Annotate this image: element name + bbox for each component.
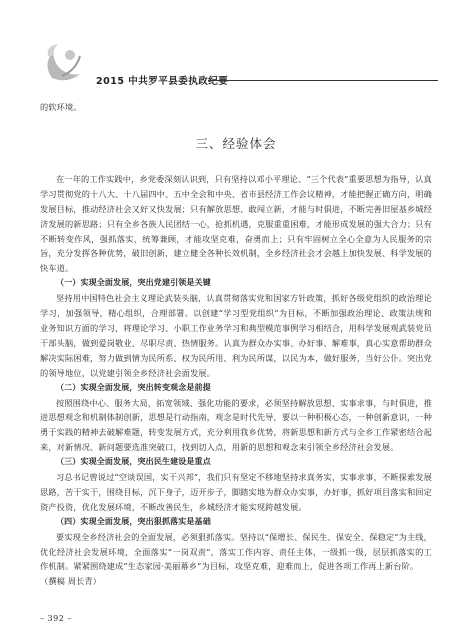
paragraph-implementation: 要实现全乡经济社会的全面发展，必须狠抓落实。坚持以“保增长、保民生、保安全、保稳定”为主线，优化经济社会发展环境，全面落实“一岗双责”，落实工作内容、责任主体，一级抓一级，层层抓落实的工作机制。紧紧围绕建成“生态家园·美丽幕乡”为目标，攻坚克难，迎难而上，促进各项工作再上新台阶。 bbox=[40, 531, 432, 572]
author-credit: （撰稿 周长青） bbox=[40, 576, 102, 587]
paragraph-summary: 在一年的工作实践中，乡党委深刻认识到，只有坚持以邓小平理论、“三个代表”重要思想为指导，认真学习贯彻党的十八大、十八届四中、五中全会和中央、省市县经济工作会议精神，才能把握正确方向，明确发展目标，推动经济社会又好又快发展；只有解放思想、敢闯立新，才能与时俱进，不断完善旧屋基乡城经济发展的新思路；只有全乡各族人民团结一心，抢抓机遇，克服重重困难，才能形成发展的强大合力；只有不断转变作风，强抓落实，统筹兼顾，才能攻坚克难，奋勇而上；只有牢固树立全心全意为人民服务的宗旨，充分发挥各种优势，破旧创新，建立健全各种长效机制，全乡经济社会才会越上加快发展、科学发展的快车道。 bbox=[40, 173, 432, 274]
page-header bbox=[0, 0, 471, 95]
party-emblem-icon bbox=[40, 42, 84, 82]
paragraph-mindset: 按照围绕中心、服务大局，拓宽领域、强化功能的要求，必须坚持解放思想、实事求事，与时俱进，推进思想观念和机制体制创新，思想是行动指南，观念是时代先导，要以一种积极心态，一种创新意识，一种勇于实践的精神去破解难题，转变发展方式，充分利用我乡优势，将新思想和新方式与全乡工作紧密结合起来，对新情况、新问题要选准突破口，找到切入点，用新的思想和观念来引领全乡经济社会发展。 bbox=[40, 397, 432, 453]
subheading-livelihood: （三）实现全面发展，突出民生建设是重点 bbox=[56, 457, 211, 467]
paragraph-livelihood: 习总书记曾说过“空谈误国，实干兴邦”，我们只有坚定不移地坚持求真务实，实事求事，不断探索发展思路，苦干实干，围绕目标，沉下身子，迈开步子，脚踏实地为群众办实事，办好事，抓好项目落实和回定资产投资，优化发展环境，不断改善民生，乡城经济才能实现跨越发展。 bbox=[40, 472, 432, 512]
section-title: 三、经验体会 bbox=[195, 135, 277, 151]
page-number: – 392 – bbox=[40, 614, 72, 623]
subheading-implementation: （四）实现全面发展，突出狠抓落实是基础 bbox=[56, 516, 211, 526]
paragraph-party-building: 坚持用中国特色社会主义理论武装头脑，认真贯彻落实党和国家方针政策，抓好各级党组织的政治理论学习，加强领导，精心组织，合理部署。以创建“学习型党组织”为目标，不断加强政治理论、政策法规和业务知识方面的学习，将理论学习、小职工作业务学习和典型模范事例学习相结合，用科学发展观武装党员干部头脑，做到爱岗敬业、尽职尽责、热情服务。认真为群众办实事、办好事、解难事，真心实意帮助群众解决实际困难，努力做到情为民所系、权为民所用、利为民所谋，以民为本，做好服务，当好公仆。突出党的领导地位，以党建引领全乡经济社会面发展。 bbox=[40, 293, 432, 378]
document-body bbox=[40, 100, 432, 589]
header-title: 2015 中共罗平县委执政纪要 bbox=[96, 76, 229, 87]
subheading-mindset: （二）实现全面发展，突出转变观念是前提 bbox=[56, 382, 211, 392]
subheading-party-building: （一）实现全面发展，突出党建引领是关键 bbox=[56, 278, 211, 288]
intro-tail-text: 的软环境。 bbox=[40, 102, 82, 112]
header-rule bbox=[208, 80, 438, 81]
